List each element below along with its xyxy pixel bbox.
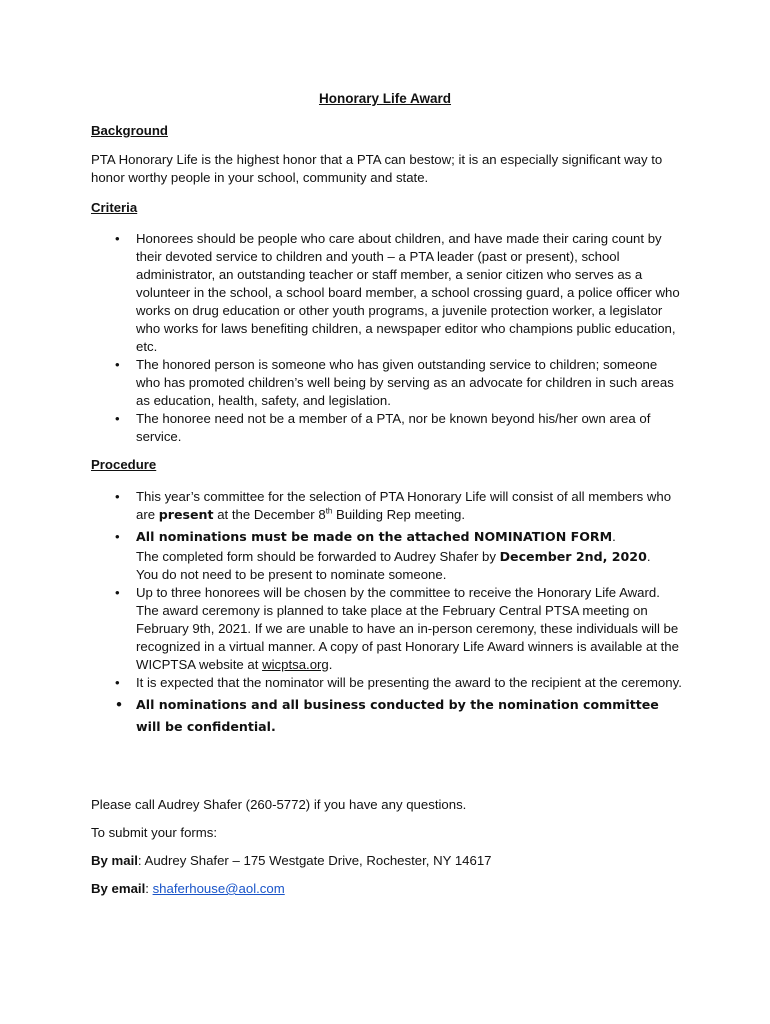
mail-label: By mail xyxy=(91,853,138,868)
criteria-item: • The honoree need not be a member of a PTA, nor be known beyond his/her own area of service. xyxy=(91,410,682,446)
deadline-date: December 2nd, 2020 xyxy=(499,549,647,564)
present-emphasis: present xyxy=(158,507,214,522)
criteria-heading: Criteria xyxy=(91,200,138,215)
contact-questions: Please call Audrey Shafer (260-5772) if you have any questions. xyxy=(91,797,467,812)
background-text: PTA Honorary Life is the highest honor that a PTA can bestow; it is an especially significant way to honor worthy people in your school, community and state. xyxy=(91,152,663,185)
procedure-item-honorees: • Up to three honorees will be chosen by the committee to receive the Honorary Life Award. The award ceremony is planned to take place at the February Central PTSA meeting on February 9th, 2021. If we are unable to have an in-person ceremony, these individuals will be recognized in a virtual manner. A copy of past Honorary Life Award winners is available at the WICPTSA website at wicptsa.org. xyxy=(91,584,682,674)
background-section xyxy=(91,122,682,187)
procedure-item-nominations: • All nominations must be made on the attached NOMINATION FORM. xyxy=(91,526,682,548)
criteria-item: • Honorees should be people who care about children, and have made their caring count by their devoted service to children and youth – a PTA leader (past or present), school administrator, an outstanding teacher or staff member, a senior citizen who serves as a volunteer in the school, a school board member, a school crossing guard, a police officer who works on drug education or other youth programs, a juvenile protection worker, a legislator who works for laws benefiting children, a newspaper editor who champions public education, etc. xyxy=(91,230,682,356)
email-label: By email xyxy=(91,881,146,896)
procedure-item-presenting: • It is expected that the nominator will be presenting the award to the recipient at the ceremony. xyxy=(91,674,682,692)
procedure-list xyxy=(91,488,682,738)
background-heading: Background xyxy=(91,123,168,138)
procedure-section xyxy=(91,456,682,738)
contact-submit: To submit your forms: xyxy=(91,825,218,840)
mail-address: : Audrey Shafer – 175 Westgate Drive, Rochester, NY 14617 xyxy=(137,853,492,868)
criteria-list xyxy=(91,230,682,446)
criteria-item: • The honored person is someone who has given outstanding service to children; someone who has promoted children’s well being by serving as an advocate for children in such areas as education, health, safety, and legislation. xyxy=(91,356,682,410)
procedure-heading: Procedure xyxy=(91,457,157,472)
contact-mail xyxy=(91,852,682,870)
procedure-item-nominations-detail: The completed form should be forwarded to Audrey Shafer by December 2nd, 2020. You do not need to be present to nominate someone. xyxy=(136,549,651,582)
page-title: Honorary Life Award xyxy=(318,91,452,106)
procedure-item-committee: • This year’s committee for the selection of PTA Honorary Life will consist of all members who are present at the December 8th Building Rep meeting. xyxy=(91,488,682,524)
criteria-section xyxy=(91,199,682,446)
contact-email: By email: shaferhouse@aol.com xyxy=(91,881,285,896)
nomination-form-notice: All nominations must be made on the attached NOMINATION FORM xyxy=(136,529,613,544)
wicptsa-link[interactable]: wicptsa.org xyxy=(262,657,329,672)
email-link[interactable]: shaferhouse@aol.com xyxy=(152,881,285,896)
procedure-item-confidential: • All nominations and all business conducted by the nomination committee will be confidential. xyxy=(91,694,682,738)
